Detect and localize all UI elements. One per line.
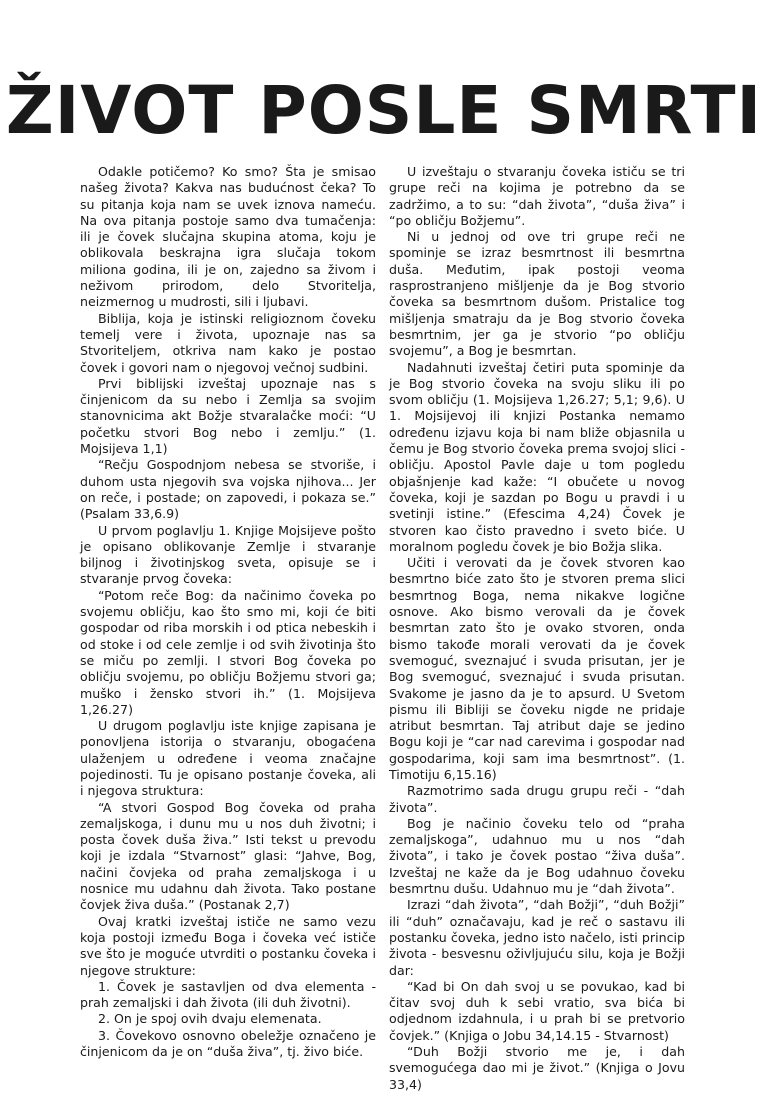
paragraph: Razmotrimo sada drugu grupu reči - “dah života”. [389,783,685,815]
paragraph: Bog je načinio čoveku telo od “praha zemaljskoga”, udahnuo mu u nos “dah života”, i tako je čovek postao “živa duša”. Izveštaj ne kaže da je Bog udahnuo čoveku besmrtnu dušu. Udahnuo mu je “dah života”. [389,815,685,897]
paragraph: Ni u jednoj od ove tri grupe reči ne spominje se izraz besmrtnost ili besmrtna duša. Međutim, ipak postoji veoma rasprostranjeno mišljenje da je Bog stvorio čoveka sa besmrtnom dušom. Pristalice tog mišljenja smatraju da je Bog stvorio čoveka besmrtnim, jer ga je stvorio “po obličju svojemu”, a Bog je besmrtan. [389,229,685,359]
quote-paragraph: “Rečju Gospodnjom nebesa se stvoriše, i duhom usta njegovih sva vojska njihova... Jer on reče, i postade; on zapovedi, i pokaza se.” (Psalam 33,6.9) [80,457,376,522]
paragraph: U izveštaju o stvaranju čoveka ističu se tri grupe reči na kojima je potrebno da se zadržimo, a to su: “dah života”, “duša živa” i “po obličju Božjemu”. [389,164,685,228]
paragraph: Nadahnuti izveštaj četiri puta spominje da je Bog stvorio čoveka na svoju sliku ili po svom obličju (1. Mojsijeva 1,26.27; 5,1; 9,6). U 1. Mojsijevoj ili knjizi Postanka nemamo određenu izjavu koja bi nam bliže objasnila u čemu je Bog stvorio čoveka prema svojoj slici - obličju. Apostol Pavle daje u tom pogledu objašnjenje kad kaže: “I obučete u novog čoveka, koji je sazdan po Bogu u pravdi i u svetinji istine.” (Efescima 4,24) Čovek je stvoren kao čisto pravedno i sveto biće. U moralnom pogledu čovek je bio Božja slika. [389,359,685,554]
right-column [389,164,685,1093]
paragraph: Učiti i verovati da je čovek stvoren kao besmrtno biće zato što je stvoren prema slici besmrtnog Boga, nema nikakve logične osnove. Ako bismo verovali da je čovek besmrtan zato što je ovako stvoren, onda bismo takođe morali verovati da je čovek svemoguć, sveznajuć i svuda prisutan, jer je Bog svemoguć, sveznajuć i svuda prisutan. Svakome je jasno da je to apsurd. U Svetom pismu ili Bibliji se čoveku nigde ne pridaje atribut besmrtan. Taj atribut daje se jedino Bogu koji je “car nad carevima i gospodar nad gospodarima, koji sam ima besmrtnost”. (1. Timotiju 6,15.16) [389,555,685,782]
quote-paragraph: “Kad bi On dah svoj u se povukao, kad bi čitav svoj duh k sebi vratio, sva bića bi odjednom izdahnula, i u prah bi se pretvorio čovjek.” (Knjiga o Jobu 34,14.15 - Stvarnost) [389,978,685,1043]
quote-paragraph: “A stvori Gospod Bog čoveka od praha zemaljskoga, i dunu mu u nos duh životni; i posta čovek duša živa.” Isti tekst u prevodu koji je izdala “Stvarnost” glasi: “Jahve, Bog, načini čovjeka od praha zemaljskoga i u nosnice mu udahnu dah života. Tako postane čovjek živa duša.” (Postanak 2,7) [80,799,376,913]
list-item: 3. Čovekovo osnovno obeležje označeno je činjenicom da je on “duša živa”, tj. živo biće. [80,1027,376,1060]
quote-paragraph: “Potom reče Bog: da načinimo čoveka po svojemu obličju, kao što smo mi, koji će biti gospodar od riba morskih i od ptica nebeskih i od stoke i od cele zemlje i od svih životinja što se miču po zemlji. I stvori Bog čoveka po obličju svojemu, po obličju Božjemu stvori ga; muško i žensko stvori ih.” (1. Mojsijeva 1,26.27) [80,587,376,717]
list-item: 2. On je spoj ovih dvaju elemenata. [98,1011,322,1027]
paragraph: U drugom poglavlju iste knjige zapisana je ponovljena istorija o stvaranju, obogaćena ulaženjem u određene i veoma značajne pojedinosti. Tu je opisano postanje čoveka, ali i njegova struktura: [80,718,376,799]
list-item: 1. Čovek je sastavljen od dva elementa - prah zemaljski i dah života (ili duh životni). [80,978,376,1011]
left-column [80,164,376,1060]
page-title: ŽIVOT POSLE SMRTI [5,72,763,149]
paragraph: Prvi biblijski izveštaj upoznaje nas s činjenicom da su nebo i Zemlja sa svojim stanovnicima akt Božje stvaralačke moći: “U početku stvori Bog nebo i zemlju.” (1. Mojsijeva 1,1) [80,375,376,457]
quote-paragraph: “Duh Božji stvorio me je, i dah svemogućega dao mi je život.” (Knjiga o Jovu 33,4) [389,1044,685,1092]
paragraph: Odakle potičemo? Ko smo? Šta je smisao našeg života? Kakva nas budućnost čeka? To su pitanja koja nam se uvek iznova nameću. Na ova pitanja postoje samo dva tumačenja: ili je čovek slučajna skupina atoma, koju je oblikovala beskrajna igra slučaja tokom miliona godina, ili je on, zajedno sa živom i neživom prirodom, delo Stvoritelja, neizmernog u mudrosti, sili i ljubavi. [80,164,376,310]
paragraph: Ovaj kratki izveštaj ističe ne samo vezu koja postoji između Boga i čoveka već ističe sve što je moguće utvrditi o postanku čoveka i njegove strukture: [80,913,376,978]
paragraph: Biblija, koja je istinski religioznom čoveku temelj vere i života, upoznaje nas sa Stvoriteljem, otkriva nam kako je postao čovek i govori nam o njegovoj večnoj sudbini. [80,310,376,375]
paragraph: U prvom poglavlju 1. Knjige Mojsijeve pošto je opisano oblikovanje Zemlje i stvaranje biljnog i životinjskog sveta, opisuje se i stvaranje prvog čoveka: [80,522,376,587]
paragraph: Izrazi “dah života”, “dah Božji”, “duh Božji” ili “duh” označavaju, kad je reč o sastavu ili postanku čoveka, jedno isto načelo, isti princip života - besvesnu oživljujuću silu, koja je Božji dar: [389,897,685,978]
